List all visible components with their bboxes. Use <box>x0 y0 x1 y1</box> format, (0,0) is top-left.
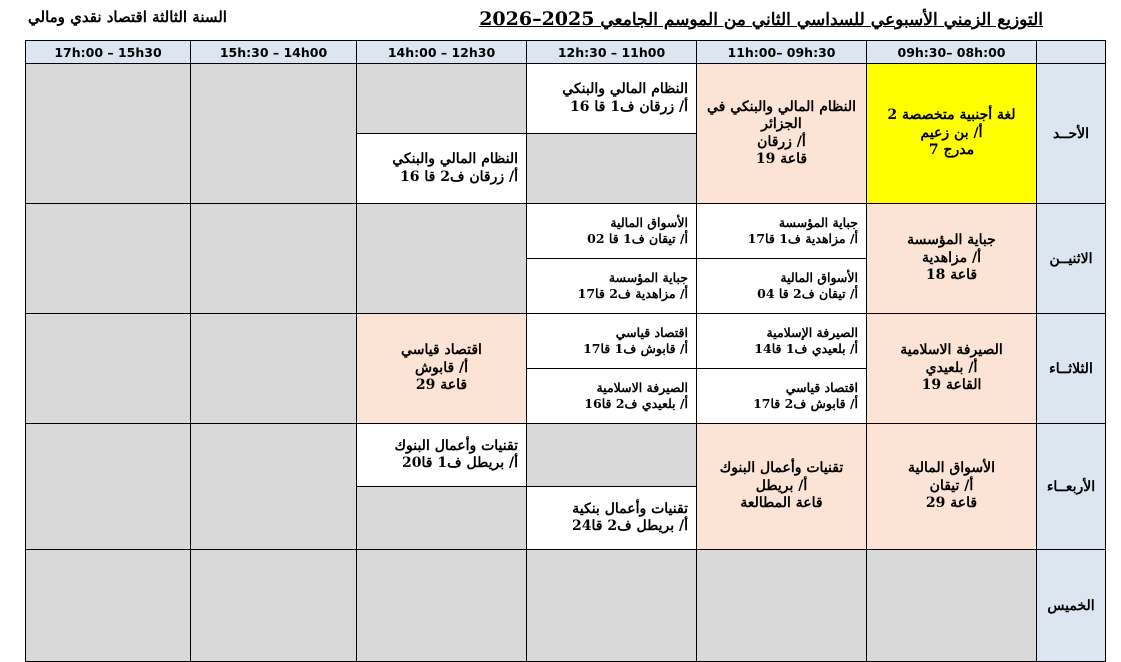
session-cell <box>697 424 867 550</box>
empty-slot <box>697 550 867 662</box>
course-name: الأسواق المالية <box>908 460 995 477</box>
course-name-cont: الجزائر <box>761 116 802 132</box>
academic-year: 2025–2026 <box>479 8 595 30</box>
course-name: جباية المؤسسة <box>608 270 688 286</box>
empty-slot <box>191 550 357 662</box>
empty-slot <box>191 314 357 424</box>
session-cell <box>527 259 697 314</box>
course-name: جباية المؤسسة <box>778 215 858 231</box>
course-name: تقنيات وأعمال البنوك <box>394 437 518 454</box>
room: قاعة المطالعة <box>740 495 823 512</box>
session-cell <box>697 314 867 369</box>
session-cell <box>867 204 1037 314</box>
day-row-tuesday <box>26 314 1106 369</box>
empty-slot <box>527 550 697 662</box>
empty-slot <box>26 64 191 204</box>
course-name: الصيرفة الاسلامية <box>900 342 1003 359</box>
teacher: أ/ مزاهدية <box>921 249 982 266</box>
page-title <box>479 8 1043 30</box>
session-cell <box>697 64 867 204</box>
room: القاعة 19 <box>921 377 982 394</box>
session-details: أ/ تيقان ف1 قا 02 <box>587 231 688 246</box>
course-name: النظام المالي والبنكي <box>392 151 518 167</box>
session-cell <box>697 204 867 259</box>
room: قاعة 29 <box>925 495 978 512</box>
empty-slot <box>191 64 357 204</box>
day-row-wednesday <box>26 424 1106 487</box>
teacher: أ/ بلعيدي <box>925 359 978 376</box>
day-label-thursday: الخميس <box>1037 550 1106 662</box>
day-label-wednesday: الأربعــاء <box>1037 424 1106 550</box>
course-name: تقنيات وأعمال بنكية <box>572 500 688 517</box>
day-row-thursday <box>26 550 1106 662</box>
course-name: الصيرفة الاسلامية <box>596 380 688 396</box>
session-cell <box>527 487 697 550</box>
day-label-tuesday: الثلاثــاء <box>1037 314 1106 424</box>
teacher: أ/ بن زعيم <box>920 124 983 141</box>
day-row-monday <box>26 204 1106 259</box>
course-name: النظام المالي والبنكي في <box>707 98 856 115</box>
session-details: أ/ بلعيدي ف1 قا14 <box>754 341 858 356</box>
course-name: جباية المؤسسة <box>907 232 996 249</box>
session-details: أ/ بريطل ف1 قا20 <box>402 455 518 471</box>
empty-slot <box>357 204 527 314</box>
room: قاعة 29 <box>415 377 468 394</box>
empty-slot <box>527 424 697 487</box>
empty-slot <box>867 550 1037 662</box>
room: مدرج 7 <box>928 142 975 159</box>
session-cell <box>527 204 697 259</box>
room: قاعة 18 <box>925 267 978 284</box>
course-name: اقتصاد قياسي <box>615 325 688 341</box>
session-cell <box>867 64 1037 204</box>
empty-slot <box>191 424 357 550</box>
session-details: أ/ بلعيدي ف2 قا16 <box>584 396 688 411</box>
time-slot-1: 09h:30– 08h:00 <box>867 41 1037 64</box>
session-cell <box>357 134 527 204</box>
session-details: أ/ قابوش ف1 قا17 <box>583 341 688 356</box>
time-slot-4: 14h:00 – 12h30 <box>357 41 527 64</box>
empty-slot <box>26 314 191 424</box>
course-name: اقتصاد قياسي <box>401 342 482 359</box>
session-cell <box>697 369 867 424</box>
empty-slot <box>26 550 191 662</box>
time-header-row <box>26 41 1106 64</box>
course-name: النظام المالي والبنكي <box>562 81 688 97</box>
session-details: أ/ زرقان ف2 قا 16 <box>400 168 518 185</box>
teacher: أ/ زرقان <box>757 133 806 150</box>
empty-slot <box>26 424 191 550</box>
course-name: الأسواق المالية <box>780 270 858 286</box>
course-name: تقنيات وأعمال البنوك <box>719 460 844 477</box>
session-cell <box>867 424 1037 550</box>
title-text: التوزيع الزمني الأسبوعي للسداسي الثاني من الموسم الجامعي <box>600 10 1043 30</box>
time-slot-2: 11h:00– 09h:30 <box>697 41 867 64</box>
session-cell <box>527 64 697 134</box>
session-details: أ/ مزاهدية ف2 قا17 <box>577 286 688 301</box>
course-name: الصيرفة الإسلامية <box>766 325 858 341</box>
course-name: الأسواق المالية <box>610 215 688 231</box>
session-details: أ/ بريطل ف2 قا24 <box>572 518 688 534</box>
empty-slot <box>357 64 527 134</box>
empty-slot <box>527 134 697 204</box>
session-cell <box>357 314 527 424</box>
teacher: أ/ تيقان <box>929 477 974 494</box>
empty-slot <box>26 204 191 314</box>
session-cell <box>697 259 867 314</box>
session-cell <box>357 424 527 487</box>
time-slot-6: 17h:00 – 15h30 <box>26 41 191 64</box>
course-name: لغة أجنبية متخصصة 2 <box>887 107 1016 124</box>
class-label: السنة الثالثة اقتصاد نقدي ومالي <box>28 8 227 26</box>
teacher: أ/ بريطل <box>755 477 808 494</box>
session-details: أ/ زرقان ف1 قا 16 <box>570 98 688 115</box>
session-cell <box>527 314 697 369</box>
time-slot-5: 15h:30 – 14h00 <box>191 41 357 64</box>
session-details: أ/ مزاهدية ف1 قا17 <box>747 231 858 246</box>
empty-slot <box>357 550 527 662</box>
room: قاعة 19 <box>755 151 808 167</box>
day-row-sunday <box>26 64 1106 134</box>
course-name: اقتصاد قياسي <box>785 380 858 396</box>
corner-cell <box>1037 41 1106 64</box>
day-label-monday: الاثنيــن <box>1037 204 1106 314</box>
day-label-sunday: الأحــد <box>1037 64 1106 204</box>
session-cell <box>527 369 697 424</box>
time-slot-3: 12h:30 – 11h00 <box>527 41 697 64</box>
session-details: أ/ قابوش ف2 قا17 <box>753 396 858 411</box>
teacher: أ/ قابوش <box>414 359 469 376</box>
empty-slot <box>357 487 527 550</box>
timetable <box>25 40 1106 662</box>
empty-slot <box>191 204 357 314</box>
session-cell <box>867 314 1037 424</box>
session-details: أ/ تيقان ف2 قا 04 <box>757 286 858 301</box>
